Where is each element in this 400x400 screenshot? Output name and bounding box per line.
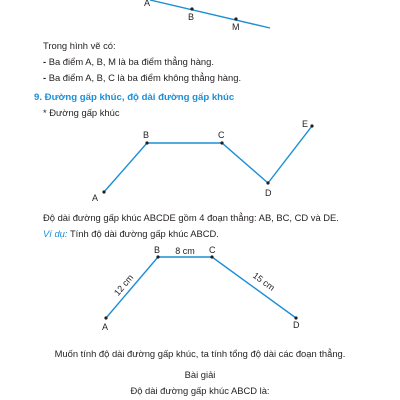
abcde-label-d: D: [265, 188, 272, 198]
point-m-label: M: [232, 22, 240, 32]
abcd-label-d: D: [293, 320, 300, 330]
point-b-label: B: [188, 12, 195, 22]
bullet-2-dash: -: [43, 72, 47, 83]
example-text: Tính độ dài đường gấp khúc ABCD.: [69, 228, 219, 239]
abcd-label-c: C: [209, 245, 216, 255]
abcd-point-a: [104, 316, 107, 319]
bullet-1-dash: -: [43, 56, 47, 67]
length-sentence: Độ dài đường gấp khúc ABCDE gồm 4 đoạn thẳng: AB, BC, CD và DE.: [43, 212, 339, 223]
abcd-point-b: [156, 255, 159, 258]
segment-ab-length: 12 cm: [111, 272, 136, 298]
example-label: Ví dụ:: [43, 228, 68, 239]
abcd-label-a: A: [102, 322, 109, 332]
rule-sentence: Muốn tính độ dài đường gấp khúc, ta tính tổng độ dài các đoạn thẳng.: [54, 348, 346, 359]
section-subheading: * Đường gấp khúc: [43, 107, 120, 118]
bullet-2-text: Ba điểm A, B, C là ba điểm không thẳng hàng.: [48, 72, 242, 83]
abcd-label-b: B: [154, 245, 161, 255]
point-a-label: A: [144, 0, 151, 8]
abcde-label-b: B: [143, 130, 150, 140]
segment-bc-length: 8 cm: [175, 246, 195, 256]
solution-title: Bài giải: [184, 369, 216, 380]
section-heading: 9. Đường gấp khúc, độ dài đường gấp khúc: [34, 92, 235, 103]
abcde-label-a: A: [92, 193, 99, 203]
segment-cd-length: 15 cm: [250, 270, 277, 293]
abcde-label-c: C: [218, 130, 225, 140]
intro-line: Trong hình vẽ có:: [43, 40, 116, 51]
abcde-label-e: E: [302, 119, 309, 129]
solution-line-1: Độ dài đường gấp khúc ABCD là:: [130, 385, 270, 396]
abcd-point-c: [210, 255, 213, 258]
bullet-1-text: Ba điểm A, B, M là ba điểm thẳng hàng.: [48, 56, 214, 67]
